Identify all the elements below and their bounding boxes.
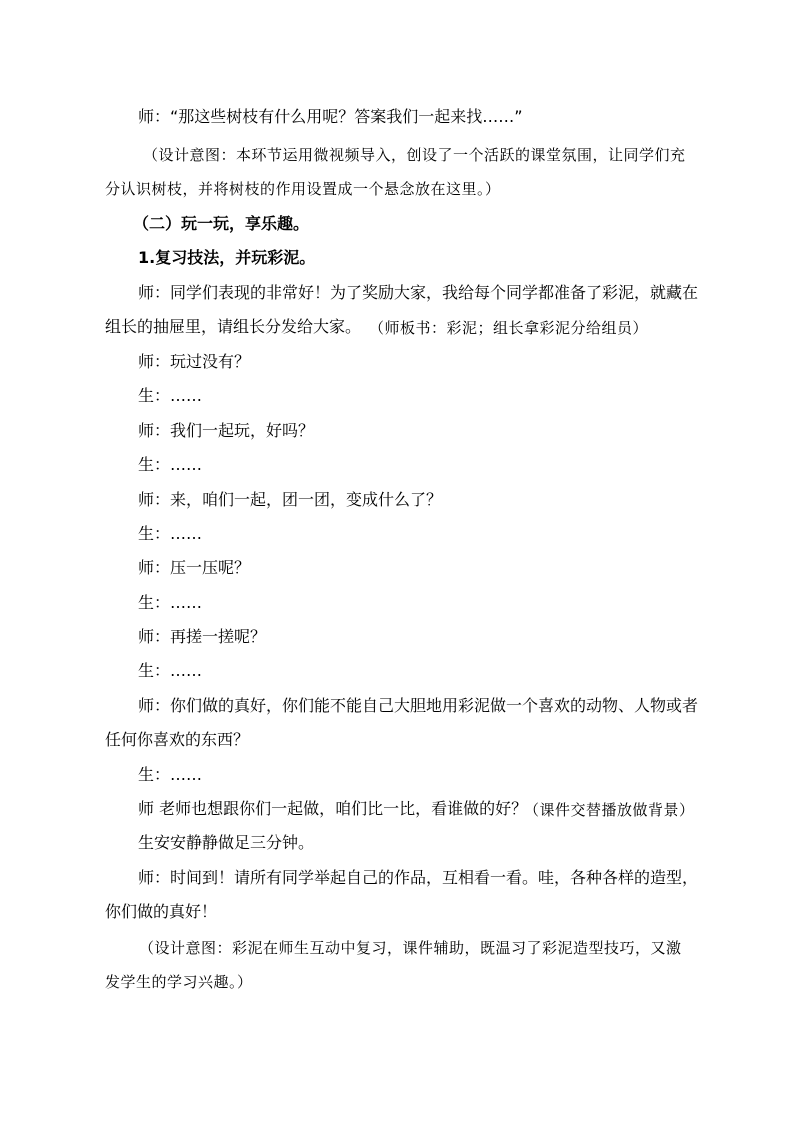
- design-intent-note-1-line-1: （设计意图：本环节运用微视频导入，创设了一个活跃的课堂氛围，让同学们充: [143, 146, 686, 164]
- dialogue-line: 生：……: [138, 455, 203, 474]
- dialogue-line: 师：来，咱们一起，团一团，变成什么了？: [138, 490, 443, 509]
- dialogue-line: 生：……: [138, 386, 203, 405]
- dialogue-line: 师：我们一起玩，好吗？: [138, 421, 315, 440]
- paragraph-reward-line-1: 师：同学们表现的非常好！为了奖励大家，我给每个同学都准备了彩泥，就藏在: [138, 283, 699, 302]
- dialogue-line: 生：……: [138, 524, 203, 543]
- courseware-note: （课件交替播放做背景）: [524, 801, 695, 819]
- design-intent-note-2-line-2: 发学生的学习兴趣。）: [105, 973, 253, 991]
- section-heading: （二）玩一玩，享乐趣。: [133, 214, 310, 233]
- paragraph-time-up-line-1: 师：时间到！请所有同学举起自己的作品，互相看一看。哇，各种各样的造型，: [138, 868, 699, 887]
- paragraph-make-line-1: 师：你们做的真好，你们能不能自己大胆地用彩泥做一个喜欢的动物、人物或者: [138, 696, 699, 715]
- paragraph-teacher-question: 师：“那这些树枝有什么用呢？答案我们一起来找……”: [138, 107, 523, 126]
- subsection-heading: 1.复习技法，并玩彩泥。: [138, 248, 316, 267]
- dialogue-line: 师：压一压呢？: [138, 558, 251, 577]
- design-intent-note-1-line-2: 分认识树枝，并将树枝的作用设置成一个悬念放在这里。）: [105, 180, 501, 198]
- dialogue-line: 师：玩过没有？: [138, 352, 251, 371]
- dialogue-line: 生：……: [138, 593, 203, 612]
- paragraph-time-up-line-2: 你们做的真好！: [105, 902, 218, 921]
- dialogue-line: 生：……: [138, 765, 203, 784]
- design-intent-note-2-line-1: （设计意图：彩泥在师生互动中复习，课件辅助，既温习了彩泥造型技巧，又激: [139, 939, 682, 957]
- board-note: （师板书：彩泥；组长拿彩泥分给组员）: [369, 319, 649, 337]
- dialogue-line: 师：再搓一搓呢？: [138, 627, 267, 646]
- paragraph-make-line-2: 任何你喜欢的东西？: [105, 730, 250, 749]
- paragraph-student-work: 生安安静静做足三分钟。: [138, 833, 315, 852]
- paragraph-teacher-joins: 师 老师也想跟你们一起做，咱们比一比，看谁做的好？: [138, 799, 528, 818]
- paragraph-reward-line-2: 组长的抽屉里，请组长分发给大家。: [105, 317, 362, 336]
- dialogue-line: 生：……: [138, 661, 203, 680]
